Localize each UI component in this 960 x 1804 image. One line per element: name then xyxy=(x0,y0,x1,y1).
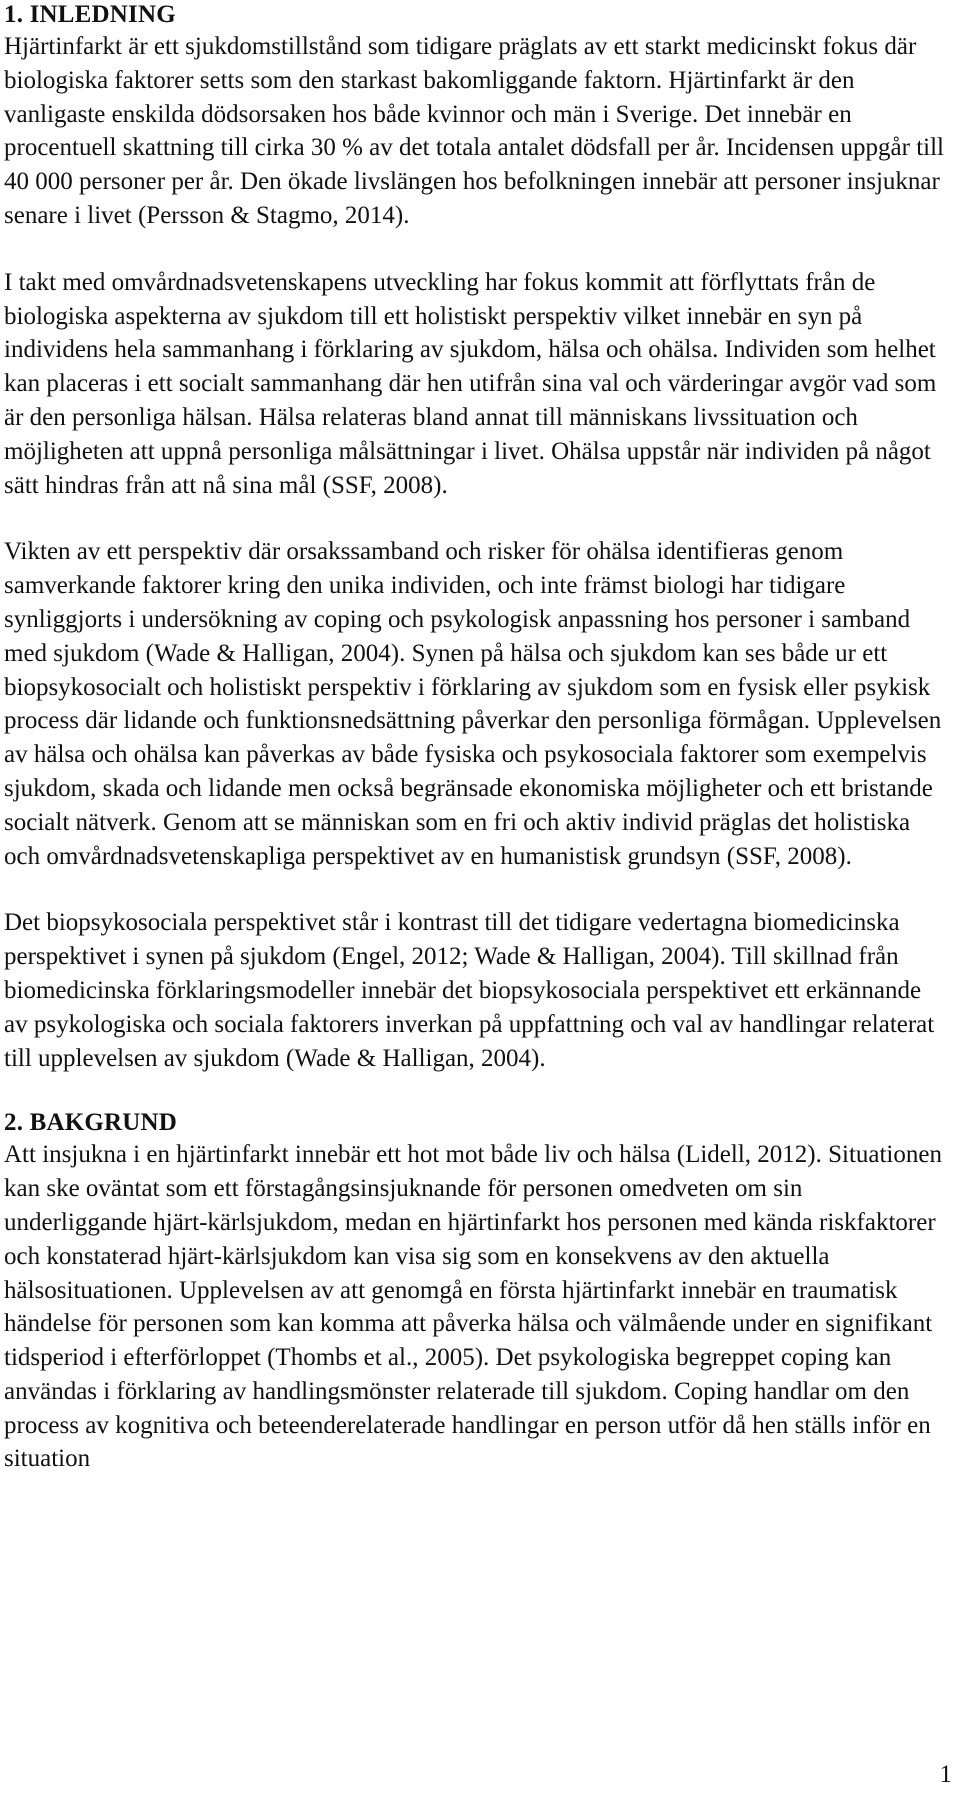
paragraph-inledning-3: Vikten av ett perspektiv där orsakssamband och risker för ohälsa identifieras genom samverkande faktorer kring den unika individen, och inte främst biologi har tidigare synliggjorts i undersökning av coping och psykologisk anpassning hos personer i samband med sjukdom (Wade & Halligan, 2004). Synen på hälsa och sjukdom kan ses både ur ett biopsykosocialt och holistiskt perspektiv i förklaring av sjukdom som en fysisk eller psykisk process där lidande och funktionsnedsättning påverkar den personliga förmågan. Upplevelsen av hälsa och ohälsa kan påverkas av både fysiska och psykosociala faktorer som exempelvis sjukdom, skada och lidande men också begränsade ekonomiska möjligheter och ett bristande socialt nätverk. Genom att se människan som en fri och aktiv individ präglas det holistiska och omvårdnadsvetenskapliga perspektivet av en humanistisk grundsyn (SSF, 2008). xyxy=(4,538,942,870)
page-content xyxy=(4,0,944,1476)
paragraph-inledning-2: I takt med omvårdnadsvetenskapens utveckling har fokus kommit att förflyttats från de biologiska aspekterna av sjukdom till ett holistiskt perspektiv vilket innebär en syn på individens hela sammanhang i förklaring av sjukdom, hälsa och ohälsa. Individen som helhet kan placeras i ett socialt sammanhang där hen utifrån sina val och värderingar avgör vad som är den personliga hälsan. Hälsa relateras bland annat till människans livssituation och möjligheten att uppnå personliga målsättningar i livet. Ohälsa uppstår när individen på något sätt hindras från att nå sina mål (SSF, 2008). xyxy=(4,268,937,499)
paragraph-gap xyxy=(4,873,944,906)
paragraph-gap xyxy=(4,1075,944,1108)
paragraph-gap xyxy=(4,233,944,266)
paragraph-inledning-4: Det biopsykosociala perspektivet står i kontrast till det tidigare vedertagna biomedicinska perspektivet i synen på sjukdom (Engel, 2012; Wade & Halligan, 2004). Till skillnad från biomedicinska förklaringsmodeller innebär det biopsykosociala perspektivet ett erkännande av psykologiska och sociala faktorers inverkan på uppfattning och val av handlingar relaterat till upplevelsen av sjukdom (Wade & Halligan, 2004). xyxy=(4,909,935,1072)
page-number: 1 xyxy=(939,1761,952,1788)
section-heading-bakgrund: 2. BAKGRUND xyxy=(4,1109,178,1137)
paragraph-bakgrund-1: Att insjukna i en hjärtinfarkt innebär ett hot mot både liv och hälsa (Lidell, 2012). Situationen kan ske oväntat som ett förstagångsinsjuknande för personen omedveten om sin underliggande hjärt-kärlsjukdom, medan en hjärtinfarkt hos personen med kända riskfaktorer och konstaterad hjärt-kärlsjukdom kan visa sig som en konsekvens av den aktuella hälsosituationen. Upplevelsen av att genomgå en första hjärtinfarkt innebär en traumatisk händelse för personen som kan komma att påverka hälsa och välmående under en signifikant tidsperiod i efterförloppet (Thombs et al., 2005). Det psykologiska begreppet coping kan användas i förklaring av handlingsmönster relaterade till sjukdom. Coping handlar om den process av kognitiva och beteenderelaterade handlingar en person utför då hen ställs inför en situation xyxy=(4,1141,942,1473)
section-heading-inledning: 1. INLEDNING xyxy=(4,1,176,28)
paragraph-gap xyxy=(4,502,944,535)
paragraph-inledning-1: Hjärtinfarkt är ett sjukdomstillstånd som tidigare präglats av ett starkt medicinskt fokus där biologiska faktorer setts som den starkast bakomliggande faktorn. Hjärtinfarkt är den vanligaste enskilda dödsorsaken hos både kvinnor och män i Sverige. Det innebär en procentuell skattning till cirka 30 % av det totala antalet dödsfall per år. Incidensen uppgår till 40 000 personer per år. Den ökade livslängen hos befolkningen innebär att personer insjuknar senare i livet (Persson & Stagmo, 2014). xyxy=(4,33,944,229)
